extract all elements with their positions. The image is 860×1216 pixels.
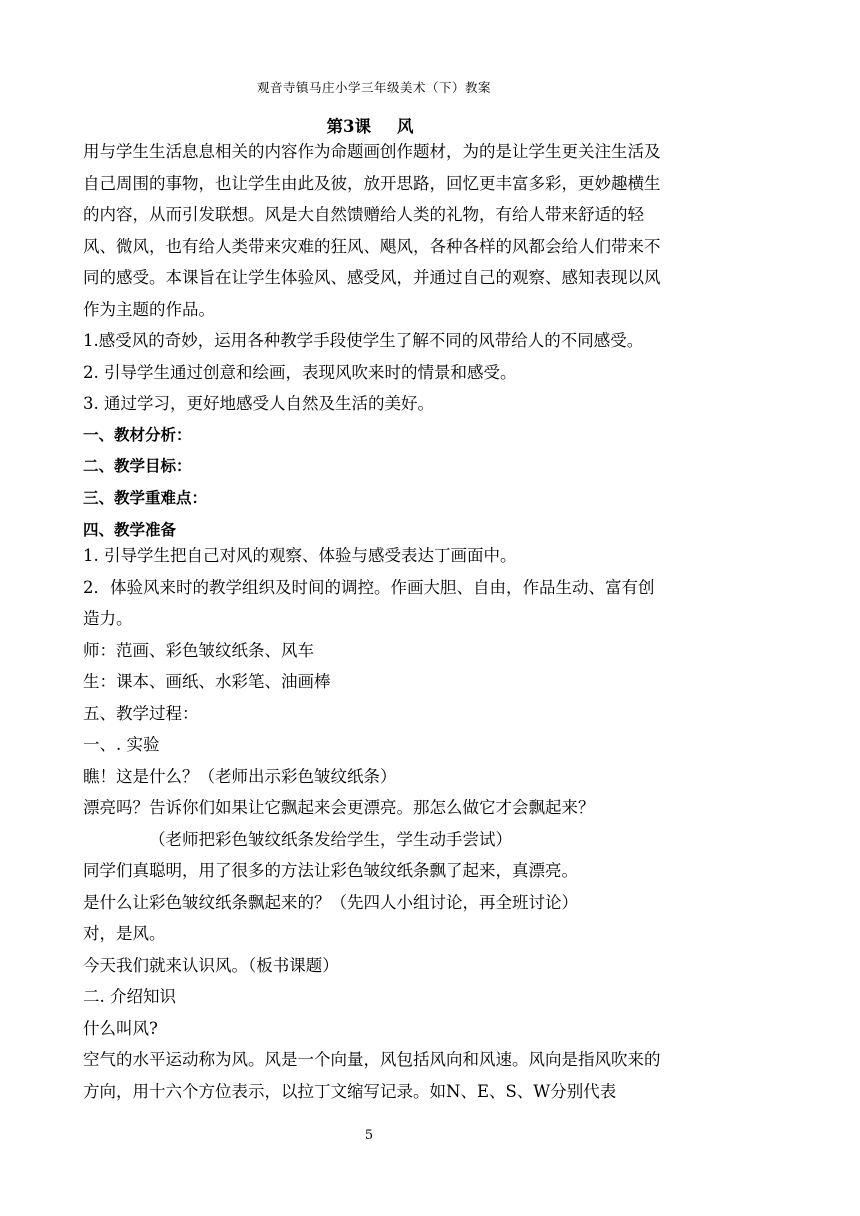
process-line: 对，是风。 — [83, 924, 166, 943]
prep-item-2: 2．体验风来时的教学组织及时间的调控。作画大胆、自由，作品生动、富有创造力。 — [83, 577, 655, 628]
lesson-name: 风 — [396, 117, 414, 136]
section-heading-analysis: 一、教材分析： — [83, 425, 192, 444]
prep-item-1: 1. 引导学生把自己对风的观察、体验与感受表达丁画面中。 — [83, 546, 517, 565]
objective-1: 1.感受风的奇妙，运用各种教学手段使学生了解不同的风带给人的不同感受。 — [83, 331, 644, 350]
process-heading: 五、教学过程： — [83, 703, 199, 723]
process-line: 漂亮吗？告诉你们如果让它飘起来会更漂亮。那怎么做它才会飘起来？ — [83, 798, 595, 817]
lesson-title — [0, 113, 740, 137]
section-heading-goals: 二、教学目标： — [83, 457, 192, 475]
page-header: 观音寺镇马庄小学三年级美术（下）教案 — [256, 80, 491, 95]
prep-student: 生：课本、画纸、水彩笔、油画棒 — [83, 672, 331, 691]
section-heading-key-points: 三、教学重难点： — [83, 488, 208, 507]
process-line: （老师把彩色皱纹纸条发给学生，学生动手尝试） — [149, 829, 512, 849]
process-line: 什么叫风? — [83, 1018, 158, 1038]
objective-2: 2. 引导学生通过创意和绘画，表现风吹来时的情景和感受。 — [83, 362, 517, 382]
process-line: 同学们真聪明，用了很多的方法让彩色皱纹纸条飘了起来，真漂亮。 — [83, 861, 578, 880]
process-step-knowledge: 二. 介绍知识 — [83, 987, 176, 1006]
objective-3: 3. 通过学习，更好地感受人自然及生活的美好。 — [83, 394, 434, 413]
page-number: 5 — [364, 1128, 374, 1143]
process-line: 是什么让彩色皱纹纸条飘起来的？（先四人小组讨论，再全班讨论） — [83, 892, 578, 912]
prep-teacher: 师：范画、彩色皱纹纸条、风车 — [83, 640, 314, 660]
lesson-number: 第3课 — [326, 117, 371, 136]
process-step-experiment: 一、. 实验 — [83, 735, 160, 754]
process-line: 空气的水平运动称为风。风是一个向量，风包括风向和风速。风向是指风吹来的方向，用十六个方位表示，以拉丁文缩写记录。如N、E、S、W分别代表 — [83, 1050, 661, 1101]
intro-paragraph: 用与学生生活息息相关的内容作为命题画创作题材，为的是让学生更关注生活及自己周围的事物，也让学生由此及彼，放开思路，回忆更丰富多彩，更妙趣横生的内容，从而引发联想。风是大自然馈赠给人类的礼物，有给人带来舒适的轻风、微风，也有给人类带来灾难的狂风、飓风，各种各样的风都会给人们带来不同的感受。本课旨在让学生体验风、感受风，并通过自己的观察、感知表现以风作为主题的作品。 — [83, 142, 661, 319]
document-body — [83, 136, 663, 1107]
section-heading-preparation: 四、教学准备 — [83, 521, 177, 539]
process-line: 瞧！这是什么？（老师出示彩色皱纹纸条） — [83, 766, 397, 786]
process-line: 今天我们就来认识风。（板书课题） — [83, 955, 339, 975]
